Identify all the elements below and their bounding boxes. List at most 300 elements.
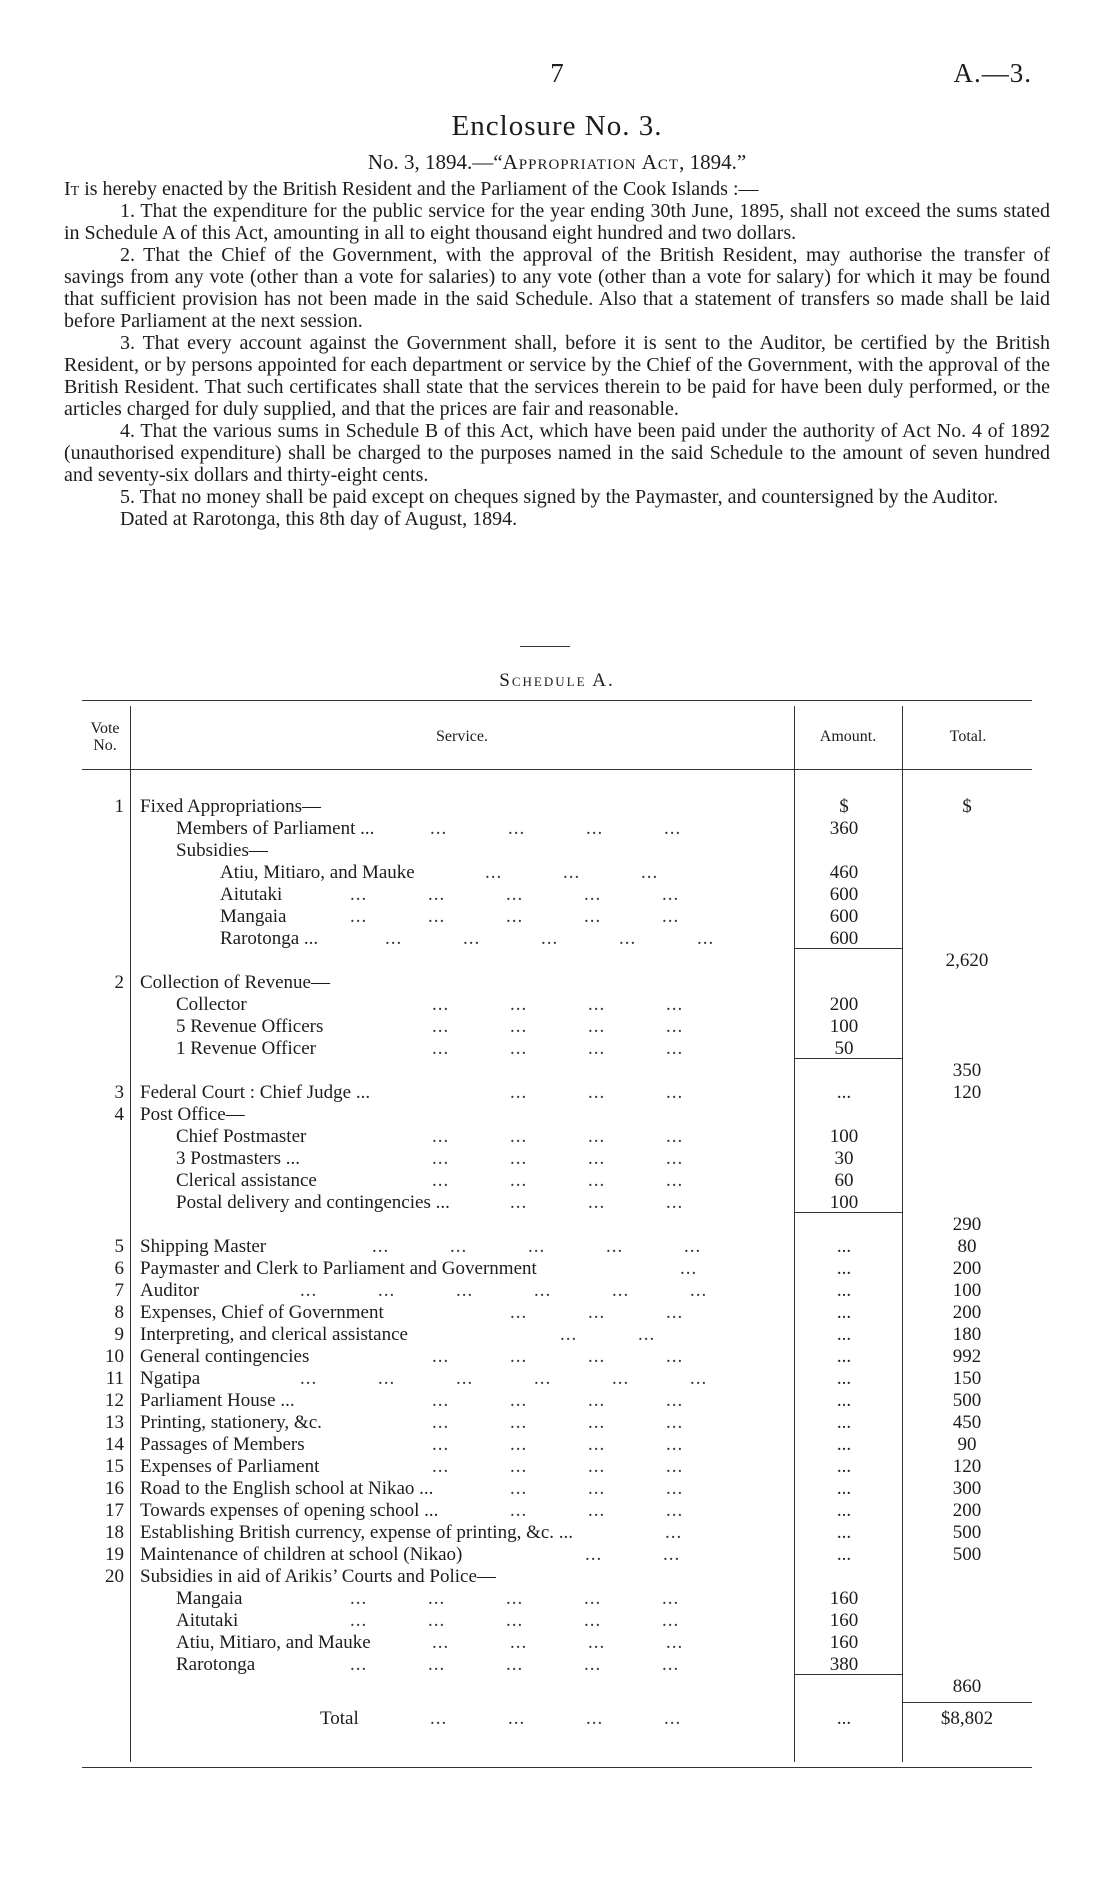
table-row [82,1170,1032,1192]
leader-dots: ... [432,1390,450,1411]
service-item: Chief Postmaster [176,1126,307,1147]
vote-number: 19 [105,1544,124,1565]
grand-total-rule [902,1702,1032,1703]
header-vote-no [82,720,128,754]
leader-dots: ... [588,1016,606,1037]
leader-dots: ... [428,1654,446,1675]
amount-cell: 600 [829,928,859,949]
total-amount-cell: ... [836,1708,852,1729]
service-item: Paymaster and Clerk to Parliament and Government [140,1258,537,1279]
amount-cell: ... [836,1236,852,1257]
service-item: Aitutaki [176,1610,239,1631]
service-item: Postal delivery and contingencies ... [176,1192,450,1213]
amount-cell: 600 [829,906,859,927]
clause-4: 4. That the various sums in Schedule B of this Act, which have been paid under the authority of Act No. 4 of 1892 (unauthorised expenditure) shall be charged to the purposes named in the said Schedule to the amount of seven hundred and seventy-six dollars and thirty-eight cents. [64,420,1050,486]
leader-dots: ... [641,862,659,883]
leader-dots: ... [432,1016,450,1037]
leader-dots: ... [666,1632,684,1653]
leader-dots: ... [666,1192,684,1213]
table-row [82,1368,1032,1390]
service-item: Printing, stationery, &c. [140,1412,322,1433]
amount-cell: ... [836,1412,852,1433]
leader-dots: ... [666,1478,684,1499]
table-row [82,906,1032,928]
amount-cell: 600 [829,884,859,905]
service-item: Atiu, Mitiaro, and Mauke [176,1632,371,1653]
table-row [82,840,1032,862]
leader-dots: ... [584,1610,602,1631]
vote-number: 12 [105,1390,124,1411]
service-item: Subsidies in aid of Arikis’ Courts and Police— [140,1566,496,1587]
leader-dots: ... [350,906,368,927]
leader-dots: ... [432,1434,450,1455]
leader-dots: ... [508,818,526,839]
table-top-rule [82,700,1032,701]
total-cell: 200 [952,1500,982,1521]
leader-dots: ... [684,1236,702,1257]
leader-dots: ... [588,1038,606,1059]
leader-dots: ... [510,1500,528,1521]
leader-dots: ... [510,1148,528,1169]
leader-dots: ... [432,1170,450,1191]
leader-dots: ... [588,1632,606,1653]
table-row [82,994,1032,1016]
table-row [82,884,1032,906]
total-cell: 500 [952,1390,982,1411]
leader-dots: ... [666,1302,684,1323]
table-row [82,1566,1032,1588]
leader-dots: ... [510,1016,528,1037]
vote-number: 10 [105,1346,124,1367]
table-row [82,1236,1032,1258]
leader-dots: ... [428,884,446,905]
leader-dots: ... [506,884,524,905]
service-item: Members of Parliament ... [176,818,375,839]
table-row [82,928,1032,950]
service-item: Atiu, Mitiaro, and Mauke [220,862,415,883]
leader-dots: ... [638,1324,656,1345]
amount-cell: ... [836,1434,852,1455]
section-divider [520,646,570,647]
total-cell: 200 [952,1258,982,1279]
leader-dots: ... [584,884,602,905]
leader-dots: ... [430,1708,448,1729]
leader-dots: ... [666,1456,684,1477]
leader-dots: ... [508,1708,526,1729]
header-vote-label: Vote [90,720,120,737]
leader-dots: ... [456,1280,474,1301]
vote-number: 3 [114,1082,124,1103]
table-row [82,1346,1032,1368]
table-row [82,1544,1032,1566]
table-row [82,1060,1032,1082]
header-service: Service. [436,728,488,745]
total-cell: $ [962,796,972,817]
enclosure-title: Enclosure No. 3. [451,110,663,142]
enacting-rest: is hereby enacted by the British Resident and the Parliament of the Cook Islands :— [79,178,759,200]
clause-1: 1. That the expenditure for the public service for the year ending 30th June, 1895, shall not exceed the sums stated in Schedule A of this Act, amounting in all to eight thousand eight hundred and two dollars. [64,200,1050,244]
leader-dots: ... [666,1016,684,1037]
service-item: Mangaia [176,1588,243,1609]
leader-dots: ... [666,994,684,1015]
amount-cell: ... [836,1346,852,1367]
header-no-label: No. [93,737,117,754]
act-title-suffix: , 1894.” [679,150,747,174]
table-row [82,1588,1032,1610]
amount-cell: ... [836,1302,852,1323]
leader-dots: ... [510,1302,528,1323]
amount-cell: ... [836,1082,852,1103]
leader-dots: ... [378,1368,396,1389]
total-cell: 290 [952,1214,982,1235]
service-item: Maintenance of children at school (Nikao) [140,1544,463,1565]
leader-dots: ... [588,1082,606,1103]
table-row [82,1500,1032,1522]
total-cell: 180 [952,1324,982,1345]
leader-dots: ... [666,1126,684,1147]
leader-dots: ... [666,1038,684,1059]
leader-dots: ... [584,1654,602,1675]
leader-dots: ... [300,1368,318,1389]
leader-dots: ... [432,1412,450,1433]
service-item: Shipping Master [140,1236,267,1257]
subtotal-rule [794,1674,902,1675]
amount-cell: 160 [829,1632,859,1653]
clause-2: 2. That the Chief of the Government, with the approval of the British Resident, may authorise the transfer of savings from any vote (other than a vote for salaries) to any vote (other than a vote for salary) for which it may be found that sufficient provision has not been made in the said Schedule. Also that a statement of transfers so made shall be laid before Parliament at the next session. [64,244,1050,332]
table-row [82,1632,1032,1654]
leader-dots: ... [588,1390,606,1411]
leader-dots: ... [584,1588,602,1609]
total-cell: 350 [952,1060,982,1081]
service-item: Federal Court : Chief Judge ... [140,1082,371,1103]
leader-dots: ... [560,1324,578,1345]
leader-dots: ... [378,1280,396,1301]
leader-dots: ... [534,1368,552,1389]
leader-dots: ... [510,1192,528,1213]
table-row [82,1038,1032,1060]
amount-cell: 160 [829,1610,859,1631]
leader-dots: ... [612,1280,630,1301]
leader-dots: ... [666,1390,684,1411]
leader-dots: ... [506,1654,524,1675]
leader-dots: ... [510,1346,528,1367]
total-cell: 100 [952,1280,982,1301]
table-row [82,1302,1032,1324]
table-row [82,972,1032,994]
leader-dots: ... [586,818,604,839]
leader-dots: ... [510,1456,528,1477]
service-item: General contingencies [140,1346,310,1367]
leader-dots: ... [510,1632,528,1653]
leader-dots: ... [432,1632,450,1653]
leader-dots: ... [588,1302,606,1323]
amount-cell: 200 [829,994,859,1015]
leader-dots: ... [662,1588,680,1609]
grand-total: $8,802 [940,1708,994,1729]
service-item: Clerical assistance [176,1170,317,1191]
leader-dots: ... [450,1236,468,1257]
leader-dots: ... [588,1148,606,1169]
leader-dots: ... [385,928,403,949]
service-item: 3 Postmasters ... [176,1148,301,1169]
table-row [82,1456,1032,1478]
total-cell: 200 [952,1302,982,1323]
act-title-prefix: No. 3, 1894.—“ [367,150,503,174]
leader-dots: ... [690,1368,708,1389]
leader-dots: ... [350,1610,368,1631]
amount-cell: ... [836,1280,852,1301]
header-total: Total. [949,728,987,745]
leader-dots: ... [664,1708,682,1729]
table-row [82,1082,1032,1104]
amount-cell: 30 [834,1148,854,1169]
leader-dots: ... [541,928,559,949]
amount-cell: ... [836,1368,852,1389]
leader-dots: ... [428,1610,446,1631]
amount-cell: 100 [829,1016,859,1037]
service-item: Parliament House ... [140,1390,295,1411]
total-cell: 120 [952,1456,982,1477]
table-row [82,1522,1032,1544]
leader-dots: ... [697,928,715,949]
service-item: Post Office— [140,1104,245,1125]
leader-dots: ... [432,1126,450,1147]
service-item: Expenses, Chief of Government [140,1302,384,1323]
act-title [0,150,1114,175]
vote-number: 15 [105,1456,124,1477]
amount-cell: 100 [829,1126,859,1147]
subtotal-rule [794,1212,902,1213]
leader-dots: ... [586,1708,604,1729]
amount-cell: ... [836,1258,852,1279]
leader-dots: ... [300,1280,318,1301]
leader-dots: ... [430,818,448,839]
service-item: 1 Revenue Officer [176,1038,316,1059]
leader-dots: ... [510,1170,528,1191]
amount-cell: ... [836,1324,852,1345]
leader-dots: ... [612,1368,630,1389]
table-row [82,1610,1032,1632]
total-cell: 80 [957,1236,977,1257]
amount-cell: 50 [834,1038,854,1059]
leader-dots: ... [588,1434,606,1455]
leader-dots: ... [510,1412,528,1433]
service-item: 5 Revenue Officers [176,1016,324,1037]
leader-dots: ... [663,1544,681,1565]
total-cell: 90 [957,1434,977,1455]
total-cell: 500 [952,1544,982,1565]
table-row [82,1016,1032,1038]
leader-dots: ... [619,928,637,949]
table-row [82,1126,1032,1148]
leader-dots: ... [588,1500,606,1521]
leader-dots: ... [428,906,446,927]
leader-dots: ... [510,1038,528,1059]
total-cell: 120 [952,1082,982,1103]
subtotal-rule [794,1058,902,1059]
table-row [82,1148,1032,1170]
leader-dots: ... [690,1280,708,1301]
table-row [82,1280,1032,1302]
table-row [82,1104,1032,1126]
vote-number: 8 [114,1302,124,1323]
leader-dots: ... [666,1148,684,1169]
leader-dots: ... [588,1412,606,1433]
leader-dots: ... [588,994,606,1015]
leader-dots: ... [510,1082,528,1103]
leader-dots: ... [666,1082,684,1103]
leader-dots: ... [534,1280,552,1301]
leader-dots: ... [372,1236,390,1257]
table-row [82,1192,1032,1214]
schedule-title: Schedule A. [499,670,615,691]
leader-dots: ... [666,1500,684,1521]
service-item: Rarotonga [176,1654,256,1675]
page-number: 7 [550,58,564,88]
amount-cell: ... [836,1544,852,1565]
leader-dots: ... [588,1126,606,1147]
leader-dots: ... [588,1192,606,1213]
clause-3: 3. That every account against the Government shall, before it is sent to the Auditor, be certified by the British Resident, or by persons appointed for each department or service by the Chief of the Government, with the approval of the British Resident. That such certificates shall state that the services therein to be paid for have been duly performed, or the articles charged for duly supplied, and that the prices are fair and reasonable. [64,332,1050,420]
leader-dots: ... [588,1346,606,1367]
amount-cell: 460 [829,862,859,883]
table-row [82,1478,1032,1500]
vote-number: 6 [114,1258,124,1279]
leader-dots: ... [680,1258,698,1279]
amount-cell: ... [836,1456,852,1477]
enacting-first-word: It [64,178,80,200]
document-reference: A.—3. [953,58,1032,88]
leader-dots: ... [666,1346,684,1367]
total-cell: 500 [952,1522,982,1543]
leader-dots: ... [350,1588,368,1609]
leader-dots: ... [463,928,481,949]
total-cell: 450 [952,1412,982,1433]
service-item: Aitutaki [220,884,283,905]
service-item: Mangaia [220,906,287,927]
table-header-rule [82,769,1032,770]
service-item: Fixed Appropriations— [140,796,322,817]
leader-dots: ... [510,1390,528,1411]
vote-number: 7 [114,1280,124,1301]
header-amount: Amount. [819,728,877,745]
leader-dots: ... [510,994,528,1015]
leader-dots: ... [665,1522,683,1543]
enacting-clause [64,178,1050,200]
service-item: Collector [176,994,247,1015]
table-row [82,1214,1032,1236]
act-body [64,178,1050,530]
table-row [82,796,1032,818]
clause-5: 5. That no money shall be paid except on cheques signed by the Paymaster, and countersigned by the Auditor. [120,486,999,508]
leader-dots: ... [585,1544,603,1565]
leader-dots: ... [588,1456,606,1477]
amount-cell: 360 [829,818,859,839]
service-item: Interpreting, and clerical assistance [140,1324,408,1345]
leader-dots: ... [662,1610,680,1631]
leader-dots: ... [485,862,503,883]
service-item: Subsidies— [176,840,268,861]
total-cell: 2,620 [945,950,989,971]
service-item: Collection of Revenue— [140,972,330,993]
vote-number: 18 [105,1522,124,1543]
vote-number: 17 [105,1500,124,1521]
table-row [82,1390,1032,1412]
leader-dots: ... [664,818,682,839]
amount-cell: $ [839,796,849,817]
subtotal-rule [794,948,902,949]
leader-dots: ... [350,1654,368,1675]
leader-dots: ... [584,906,602,927]
leader-dots: ... [456,1368,474,1389]
service-item: Auditor [140,1280,200,1301]
leader-dots: ... [432,1038,450,1059]
amount-cell: 380 [829,1654,859,1675]
dated-line: Dated at Rarotonga, this 8th day of August, 1894. [120,508,518,530]
table-bottom-rule [82,1767,1032,1768]
leader-dots: ... [428,1588,446,1609]
leader-dots: ... [510,1478,528,1499]
amount-cell: ... [836,1390,852,1411]
amount-cell: 100 [829,1192,859,1213]
leader-dots: ... [588,1170,606,1191]
vote-number: 5 [114,1236,124,1257]
leader-dots: ... [662,884,680,905]
vote-number: 9 [114,1324,124,1345]
vote-number: 16 [105,1478,124,1499]
act-title-name: Appropriation Act [502,150,680,174]
table-row [82,1324,1032,1346]
vote-number: 20 [105,1566,124,1587]
leader-dots: ... [432,994,450,1015]
leader-dots: ... [432,1148,450,1169]
leader-dots: ... [510,1126,528,1147]
leader-dots: ... [666,1434,684,1455]
leader-dots: ... [510,1434,528,1455]
vote-number: 13 [105,1412,124,1433]
amount-cell: 60 [834,1170,854,1191]
total-cell: 300 [952,1478,982,1499]
leader-dots: ... [662,906,680,927]
table-row [82,1676,1032,1698]
leader-dots: ... [350,884,368,905]
amount-cell: 160 [829,1588,859,1609]
leader-dots: ... [506,906,524,927]
vote-number: 11 [105,1368,124,1389]
vote-number: 2 [114,972,124,993]
schedule-table [82,700,1032,1768]
leader-dots: ... [528,1236,546,1257]
total-cell: 860 [952,1676,982,1697]
service-item: Establishing British currency, expense of printing, &c. ... [140,1522,574,1543]
total-cell: 150 [952,1368,982,1389]
leader-dots: ... [588,1478,606,1499]
vote-number: 1 [114,796,124,817]
amount-cell: ... [836,1500,852,1521]
total-cell: 992 [952,1346,982,1367]
table-row [82,950,1032,972]
amount-cell: ... [836,1522,852,1543]
table-row [82,1412,1032,1434]
table-row [82,1654,1032,1676]
service-item: Passages of Members [140,1434,305,1455]
table-row [82,1434,1032,1456]
amount-cell: ... [836,1478,852,1499]
service-item: Towards expenses of opening school ... [140,1500,439,1521]
table-row [82,862,1032,884]
leader-dots: ... [666,1412,684,1433]
table-row [82,818,1032,840]
